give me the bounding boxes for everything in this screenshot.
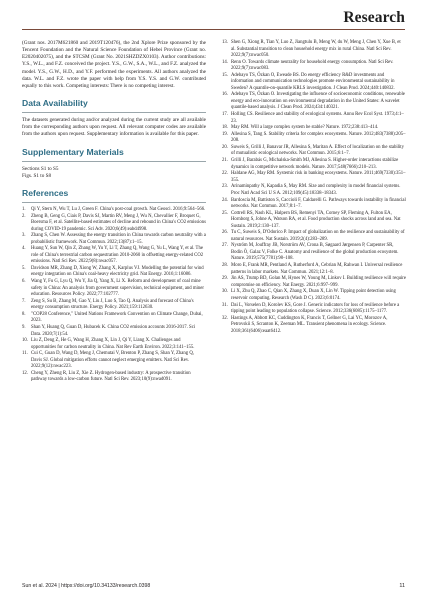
reference-number: 18. (222, 125, 228, 131)
reference-item (222, 276, 406, 289)
reference-number: 11. (22, 351, 28, 357)
reference-number: 10. (22, 338, 28, 344)
reference-text: Renn O. Towards climate neutrality for household energy consumption. Natl Sci Rev. 2022;9(7):nwac083. (231, 59, 394, 72)
reference-text: Moro E, Frank MR, Pentland A, Rutherford A, Cebrian M, Rahwan I. Universal resilience patterns in labor markets. Nat Commun. 2021;12:1–8. (231, 263, 403, 275)
reference-text: Adebayo TS, Özkan O, Eweade BS. Do energy efficiency R&D investments and information and communication technologies promote environmental sustainability in Sweden? A quantile-on-quantile KRLS investigation. J Clean Prod. 2024;440:140832. (231, 72, 395, 91)
reference-item (222, 145, 406, 158)
reference-text: Huang Y, Sun W, Qin Z, Zhang W, Yu Y, Li T, Zhang Q, Wang G, Yu L, Wang Y, et al. The role of China's terrestrial carbon sequestration 2010-2060 in offsetting energy-related CO2 emissions. Natl Sci Rev. 2022;9(8):nwac057. (31, 246, 204, 265)
reference-number: 25. (222, 210, 228, 216)
reference-number: 14. (222, 59, 228, 65)
reference-item (22, 207, 206, 214)
reference-item (222, 112, 406, 125)
reference-number: 4. (22, 246, 26, 252)
reference-number: 3. (22, 233, 26, 239)
reference-text: Nyström M, Jouffray JB, Norström AV, Crona B, Søgaard Jørgensen P, Carpenter SR, Bodin Ö, Galaz V, Folke C. Anatomy and resilience of the global production ecosystem. Nature. 2019;575(7781):98–108. (231, 243, 399, 262)
reference-text: Cheng Y, Zheng R, Liu Z, Xie Z. Hydrogen-based industry: A prospective transition pathway towards a low-carbon future. Natl Sci Rev. 2023;10(9):nwad091. (31, 370, 191, 383)
section-rule (22, 112, 206, 113)
header-rule (22, 29, 405, 30)
reference-number: 2. (22, 213, 26, 219)
reference-number: 19. (222, 131, 228, 137)
reference-number: 22. (222, 171, 228, 177)
reference-item (22, 325, 206, 338)
reference-number: 6. (22, 279, 26, 285)
journal-brand: Research (343, 9, 405, 26)
reference-text: Zheng B, Geng G, Ciais P, Davis SJ, Martin RV, Meng J, Wu N, Chevallier F, Broquet G, Boersma F, et al. Satellite-based estimates of decline and rebound in China's CO2 emissions during COVID-19 pandemic. Sci Adv. 2020;6(49):eabd4998. (31, 213, 207, 232)
reference-text: Hastings A, Abbott KC, Cuddington K, Francis T, Gellner G, Lai YC, Morozov A, Petrovskii S, Scranton K, Zeeman ML. Transient phenomena in ecology. Science. 2018;361(6406):eaat6412. (231, 315, 388, 334)
reference-number: 32. (222, 315, 228, 321)
reference-number: 20. (222, 144, 228, 150)
right-column (222, 40, 406, 335)
reference-item (22, 371, 206, 384)
reference-number: 8. (22, 311, 26, 317)
reference-item (22, 214, 206, 234)
reference-number: 9. (22, 325, 26, 330)
reference-item (22, 338, 206, 351)
reference-item (222, 125, 406, 132)
reference-item (22, 279, 206, 299)
reference-item (222, 60, 406, 73)
reference-number: 24. (222, 197, 228, 203)
reference-text: Wang Y, Fu G, Lyu Q, Wu Y, Jia Q, Yang X, Li X. Reform and development of coal mine safety in China: An analysis from government supervision, technical equipment, and miner education. Resources Policy. 2022;77:102777. (31, 279, 204, 298)
reference-text: Bardoscia M, Battiston S, Caccioli F, Caldarelli G. Pathways towards instability in financial networks. Nat Commun. 2017;8:1–7. (231, 197, 406, 210)
reference-list-right (222, 40, 406, 335)
page-footer (22, 583, 405, 593)
reference-item (222, 158, 406, 171)
reference-text: Suweis S, Grilli J, Banavar JR, Allesina S, Maritan A. Effect of localization on the stability of mutualistic ecological networks. Nat Commun. 2015;6:1–7. (231, 144, 404, 157)
reference-item (22, 351, 206, 371)
reference-number: 5. (22, 265, 26, 271)
reference-item (222, 303, 406, 316)
reference-text: Li X, Zhu Q, Zhao C, Qian X, Zhang X, Duan X, Lin W. Tipping point detection using reservoir computing. Research (Wash D C). 2023;6:0174. (231, 289, 396, 301)
reference-text: Shen G, Xiong R, Tian Y, Luo Z, Jiangtulu B, Meng W, du W, Meng J, Chen Y, Xue B, et al. Substantial transition to clean household energy mix in rural China. Natl Sci Rev. 2022;9(7):nwac050. (231, 40, 401, 58)
reference-item (222, 211, 406, 231)
reference-text: Davidson MR, Zhang D, Xiong W, Zhang X, Karplus VJ. Modelling the potential for wind energy integration on China's coal-heavy electricity grid. Nat Energy. 2016;1:16086. (31, 265, 204, 278)
section-rule (22, 202, 206, 203)
reference-item (222, 243, 406, 263)
reference-item (222, 40, 406, 60)
reference-text: Holling CS. Resilience and stability of ecological systems. Annu Rev Ecol Syst. 1973;4:1–23. (231, 112, 404, 124)
page-number: 11 (399, 583, 405, 589)
reference-text: "COP28 Conference," United Nations Framework Convention on Climate Change, Dubai, 2023. (31, 311, 203, 324)
reference-text: Tu C, Suweis S, D'Odorico P. Impact of globalization on the resilience and sustainability of natural resources. Nat Sustain. 2019;2(4):283–289. (231, 230, 405, 242)
reference-text: Cottrell RS, Nash KL, Halpern BS, Remenyi TA, Corney SP, Fleming A, Fulton EA, Hornborg S, Johne A, Watson RA, et al. Food production shocks across land and sea. Nat Sustain. 2019;2:130–137. (231, 210, 401, 229)
reference-number: 30. (222, 289, 228, 295)
reference-number: 13. (222, 40, 228, 45)
acknowledgement-paragraph: (Grant nos. 2017M621860 and 2019T120476), the 2nd Xplore Prize sponsored by the Tencent Foundation and the Natural Science Foundation of Hebei Province (Grant no. E2020402075), and the STCSM (Grant No. 2021SHZDZX0103). Author contributions: Y.S., W.L., and F.Z. conceived the project. Y.S., G.W., S.A., W.L., and F.Z. analyzed the model. Y.S., G.W., H.D., and Y.F. performed the experiments. All authors analyzed the data. W.L. and F.Z. wrote the paper with help from Y.S. Y.S. and G.W. contributed equally to this work. Competing interests: There is no competing interest. (22, 40, 206, 89)
reference-number: 28. (222, 263, 228, 269)
reference-number: 7. (22, 298, 26, 304)
reference-text: Allesina S, Tang S. Stability criteria for complex ecosystems. Nature. 2012;483(7388):205–208. (231, 131, 406, 144)
reference-text: Dai L, Vorselen D, Korolev KS, Gore J. Generic indicators for loss of resilience before a tipping point leading to population collapse. Science. 2012;336(6085):1175–1177. (231, 302, 400, 315)
reference-number: 17. (222, 112, 228, 118)
reference-number: 16. (222, 92, 228, 98)
reference-number: 23. (222, 184, 228, 190)
data-availability-heading: Data Availability (22, 98, 88, 109)
reference-item (222, 198, 406, 211)
reference-number: 21. (222, 158, 228, 164)
reference-number: 1. (22, 206, 26, 212)
supplementary-heading: Supplementary Materials (22, 146, 124, 157)
reference-item (22, 299, 206, 312)
reference-text: Liu Z, Deng Z, He G, Wang H, Zhang X, Lin J, Qi Y, Liang X. Challenges and opportunities for carbon neutrality in China. Nat Rev Earth Environ. 2022;3:141–155. (31, 338, 195, 350)
reference-item (22, 233, 206, 246)
reference-list-left (22, 207, 206, 384)
reference-item (222, 316, 406, 336)
reference-number: 31. (222, 302, 228, 308)
reference-number: 27. (222, 243, 228, 249)
reference-item (222, 73, 406, 93)
reference-item (222, 132, 406, 145)
reference-number: 26. (222, 230, 228, 236)
reference-number: 12. (22, 370, 28, 376)
section-rule (22, 161, 206, 162)
data-availability-text: The datasets generated during and/or analyzed during the current study are all available from the corresponding authors upon request. All relevant computer codes are available from the authors upon request. Supplementary information is available for this paper. (22, 117, 206, 138)
reference-item (222, 92, 406, 112)
supplementary-line: Figs. S1 to S8 (22, 172, 52, 179)
reference-text: Zhang S, Chen W. Assessing the energy transition in China towards carbon neutrality with a probabilistic framework. Nat Commun. 2022;13(87):1–15. (31, 233, 206, 245)
reference-text: Adebayo TS, Özkan O. Investigating the influence of socioeconomic conditions, renewable energy and eco-innovation on environmental degradation in the United States: A wavelet quantile-based analysis. J Clean Prod. 2024;434:140321. (231, 92, 405, 111)
reference-item (22, 266, 206, 279)
reference-text: Zeng S, Su B, Zhang M, Gao Y, Liu J, Luo S, Tao Q. Analysis and forecast of China's energy consumption structure. Energy Policy. 2021;159:112630. (31, 298, 194, 311)
reference-item (222, 184, 406, 197)
reference-item (222, 289, 406, 302)
left-column (22, 40, 206, 384)
reference-text: Haldane AG, May RM. Systemic risk in banking ecosystems. Nature. 2011;469(7330):351–355. (231, 171, 406, 183)
page-header (22, 0, 405, 34)
reference-text: Jin AS, Trump BD, Golan M, Hynes W, Young M, Linkov I. Building resilience will require compromise on efficiency. Nat Energy. 2021;6:997–999. (231, 276, 406, 288)
reference-number: 29. (222, 276, 228, 282)
references-heading: References (22, 187, 69, 198)
reference-text: Qi Y, Stern N, Wu T, Lu J, Green F. China's post-coal growth. Nat Geosci. 2016;9:564–566. (31, 206, 206, 212)
reference-item (222, 171, 406, 184)
reference-item (22, 246, 206, 266)
reference-text: Arinaminpathy N, Kapadia S, May RM. Size and complexity in model financial systems. Proc Natl Acad Sci U S A. 2012;109(45):18338–18343. (231, 184, 401, 196)
supplementary-line: Sections S1 to S5 (22, 165, 59, 172)
reference-text: May RM. Will a large complex system be stable? Nature. 1972;238:413–414. (231, 125, 379, 131)
reference-text: Cui C, Guan D, Wang D, Meng J, Chemutai V, Brenton P, Zhang S, Shan Y, Zhang Q, Davis SJ. Global mitigation efforts cannot neglect emerging emitters. Natl Sci Rev. 2022;9(12):nwac223. (31, 351, 194, 370)
reference-number: 15. (222, 72, 228, 78)
reference-item (22, 312, 206, 325)
reference-text: Shan Y, Huang Q, Guan D, Hubacek K. China CO2 emission accounts 2016-2017. Sci Data. 2020;7(1):54. (31, 325, 196, 337)
footer-citation: Sun et al. 2024 | https://doi.org/10.34133/research.0398 (22, 583, 151, 589)
reference-item (222, 263, 406, 276)
reference-item (222, 230, 406, 243)
reference-text: Grilli J, Barabás G, Michalska-Smith MJ, Allesina S. Higher-order interactions stabilize dynamics in competitive network models. Nature. 2017;548(7666):210–213. (231, 158, 399, 170)
